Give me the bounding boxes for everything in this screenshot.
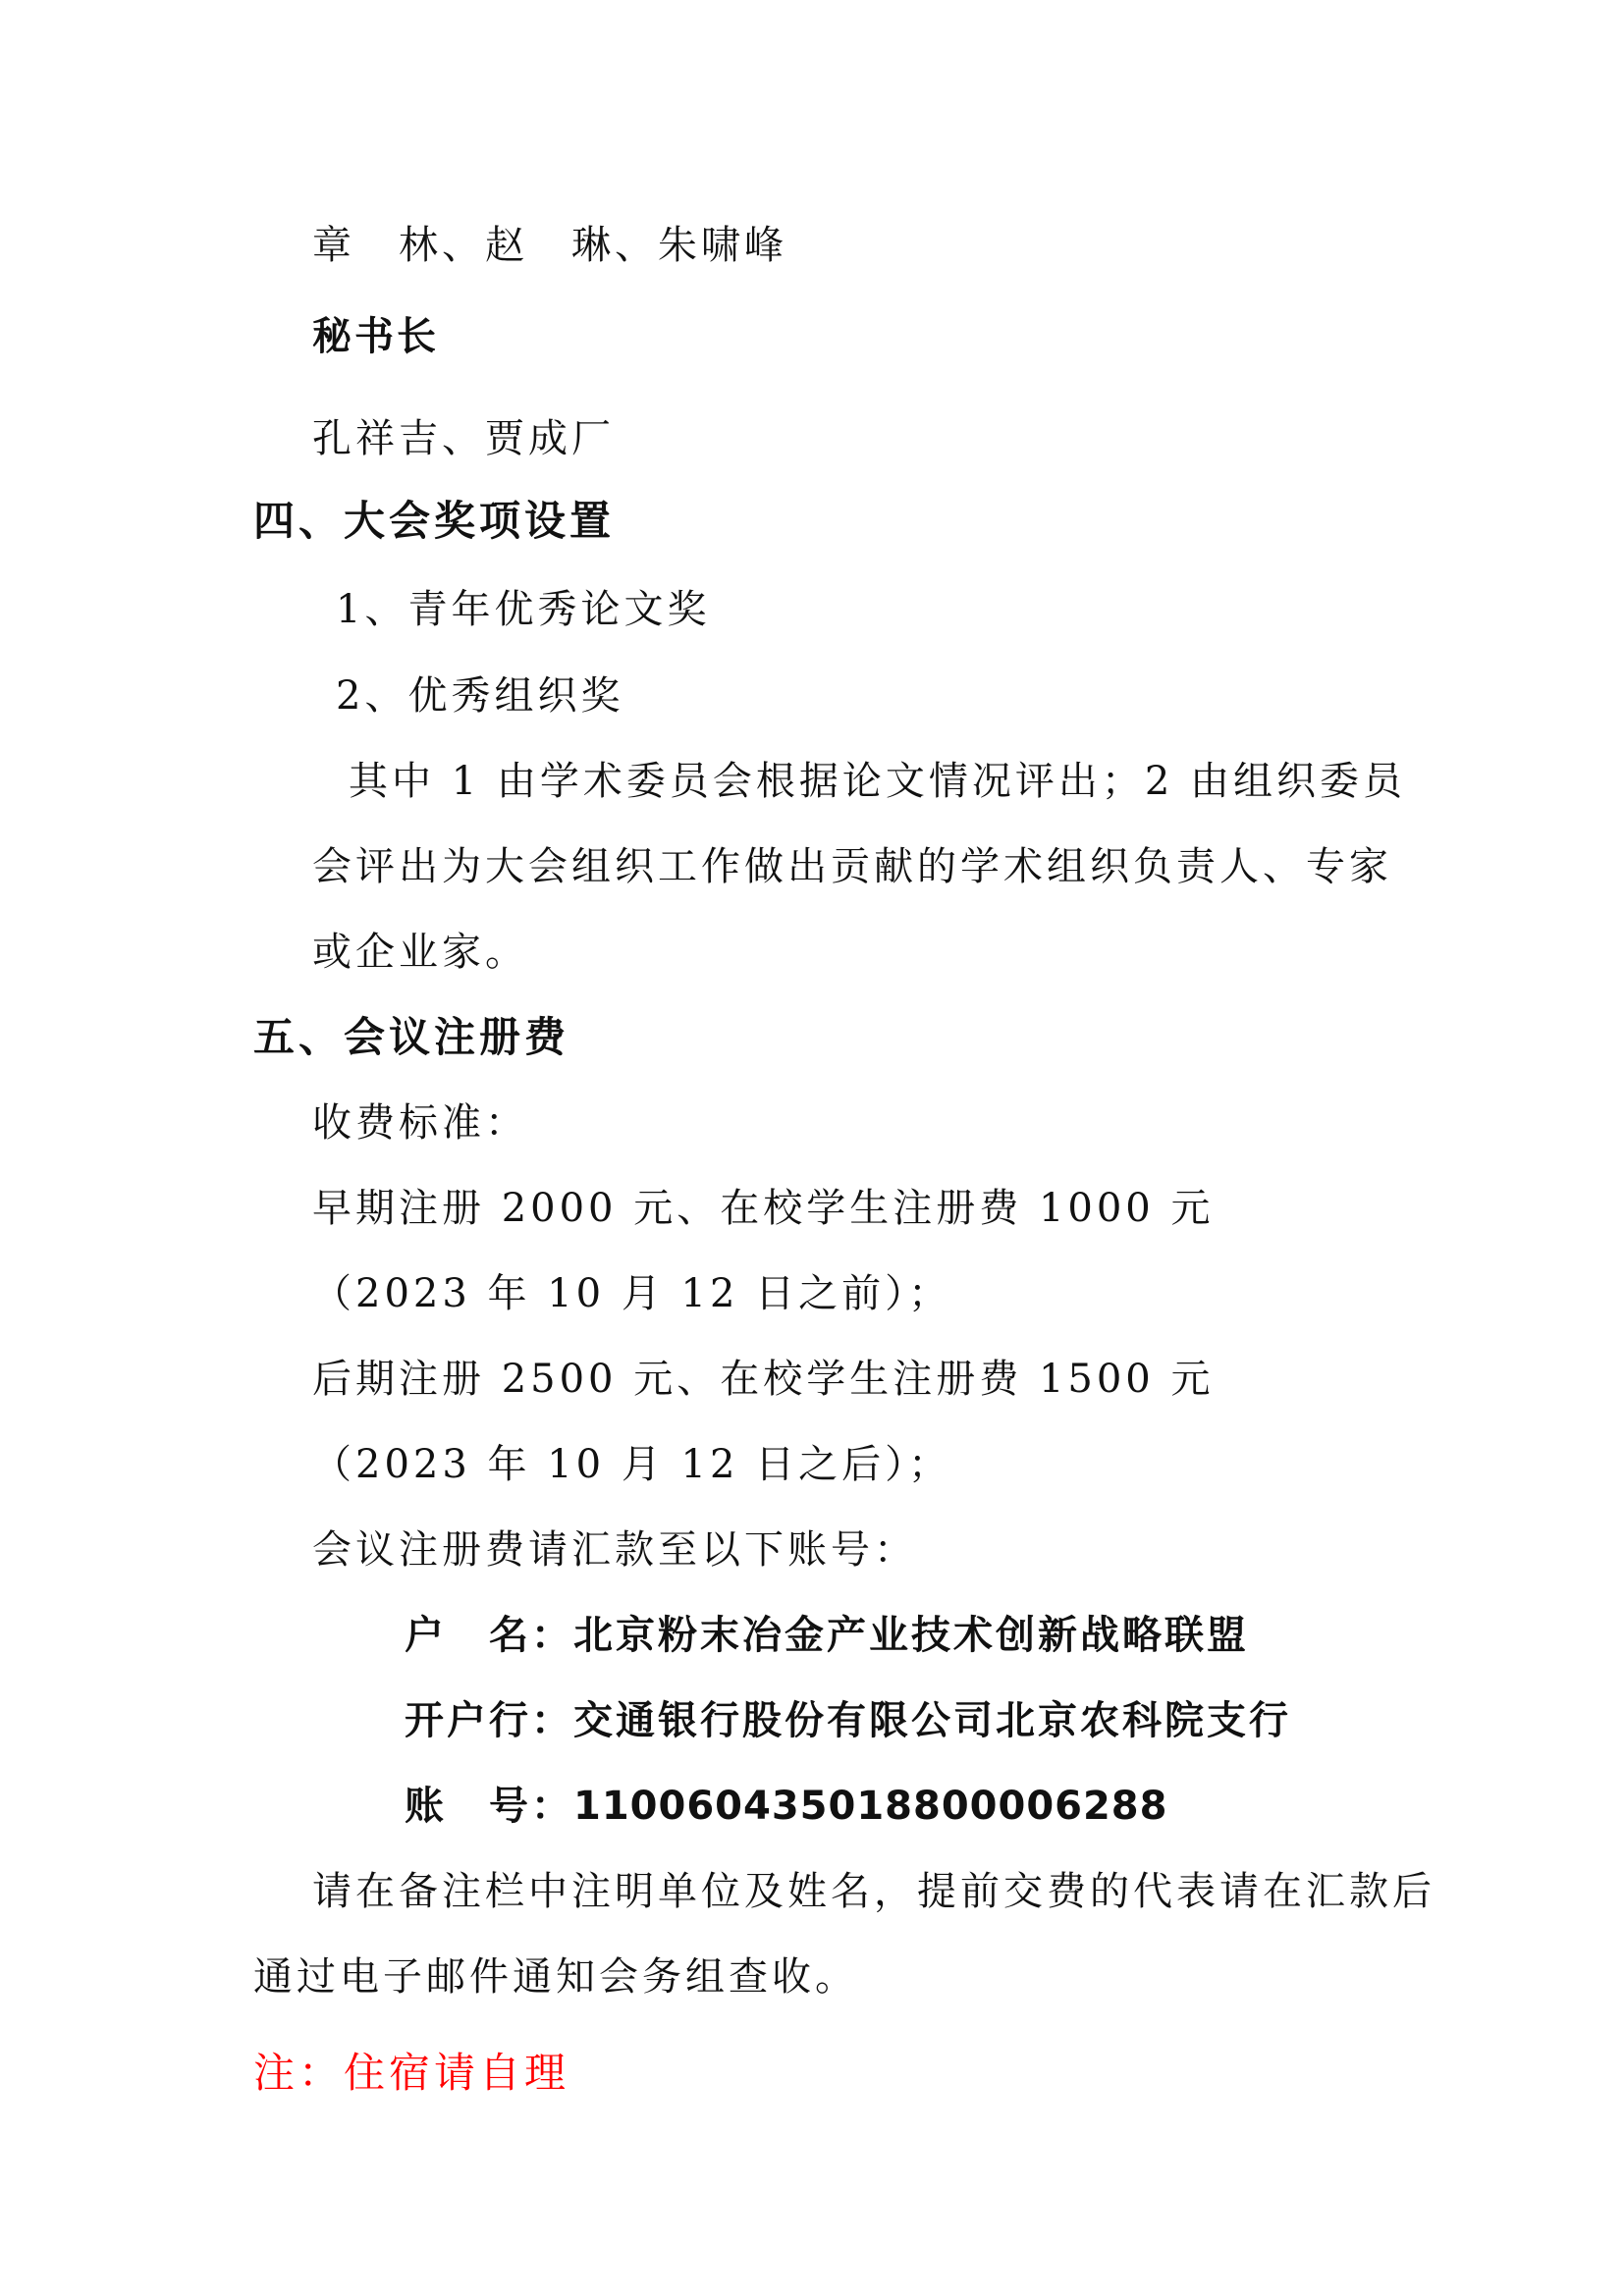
fee-standard-label: 收费标准： [312, 1100, 528, 1146]
remittance-instruction: 会议注册费请汇款至以下账号： [312, 1527, 917, 1573]
fees-heading: 五、会议注册费 [253, 1013, 570, 1061]
remark-line-1: 请在备注栏中注明单位及姓名，提前交费的代表请在汇款后 [312, 1869, 1435, 1914]
awards-description-line-1: 其中 1 由学术委员会根据论文情况评出；2 由组织委员 [349, 759, 1407, 804]
remark-line-2: 通过电子邮件通知会务组查收。 [253, 1954, 858, 2000]
account-bank-label: 开户行： [405, 1698, 573, 1743]
early-registration-fee: 早期注册 2000 元、在校学生注册费 1000 元 [312, 1186, 1215, 1231]
awards-description-line-2: 会评出为大会组织工作做出贡献的学术组织负责人、专家 [312, 844, 1392, 889]
awards-description-line-3: 或企业家。 [312, 930, 528, 975]
late-registration-date: （2023 年 10 月 12 日之后）； [312, 1442, 952, 1487]
account-number-label: 账 号： [405, 1784, 573, 1829]
account-name-row [405, 1608, 1249, 1663]
account-name-value: 北京粉末冶金产业技术创新战略联盟 [573, 1613, 1249, 1658]
account-number-value: 110060435018800006288 [573, 1784, 1168, 1829]
account-name-label: 户 名： [405, 1613, 573, 1658]
accommodation-note: 注：住宿请自理 [253, 2049, 570, 2097]
late-registration-fee: 后期注册 2500 元、在校学生注册费 1500 元 [312, 1357, 1215, 1402]
account-bank-value: 交通银行股份有限公司北京农科院支行 [573, 1698, 1291, 1743]
award-item-1: 1、青年优秀论文奖 [336, 587, 711, 632]
awards-heading: 四、大会奖项设置 [253, 497, 616, 545]
secretary-general-names: 孔祥吉、贾成厂 [312, 416, 615, 461]
committee-members-line: 章 林、赵 琳、朱啸峰 [312, 223, 787, 268]
early-registration-date: （2023 年 10 月 12 日之前）； [312, 1271, 952, 1316]
secretary-general-title: 秘书长 [312, 314, 439, 359]
account-bank-row [405, 1693, 1291, 1748]
account-number-row [405, 1779, 1167, 1834]
award-item-2: 2、优秀组织奖 [336, 673, 624, 719]
